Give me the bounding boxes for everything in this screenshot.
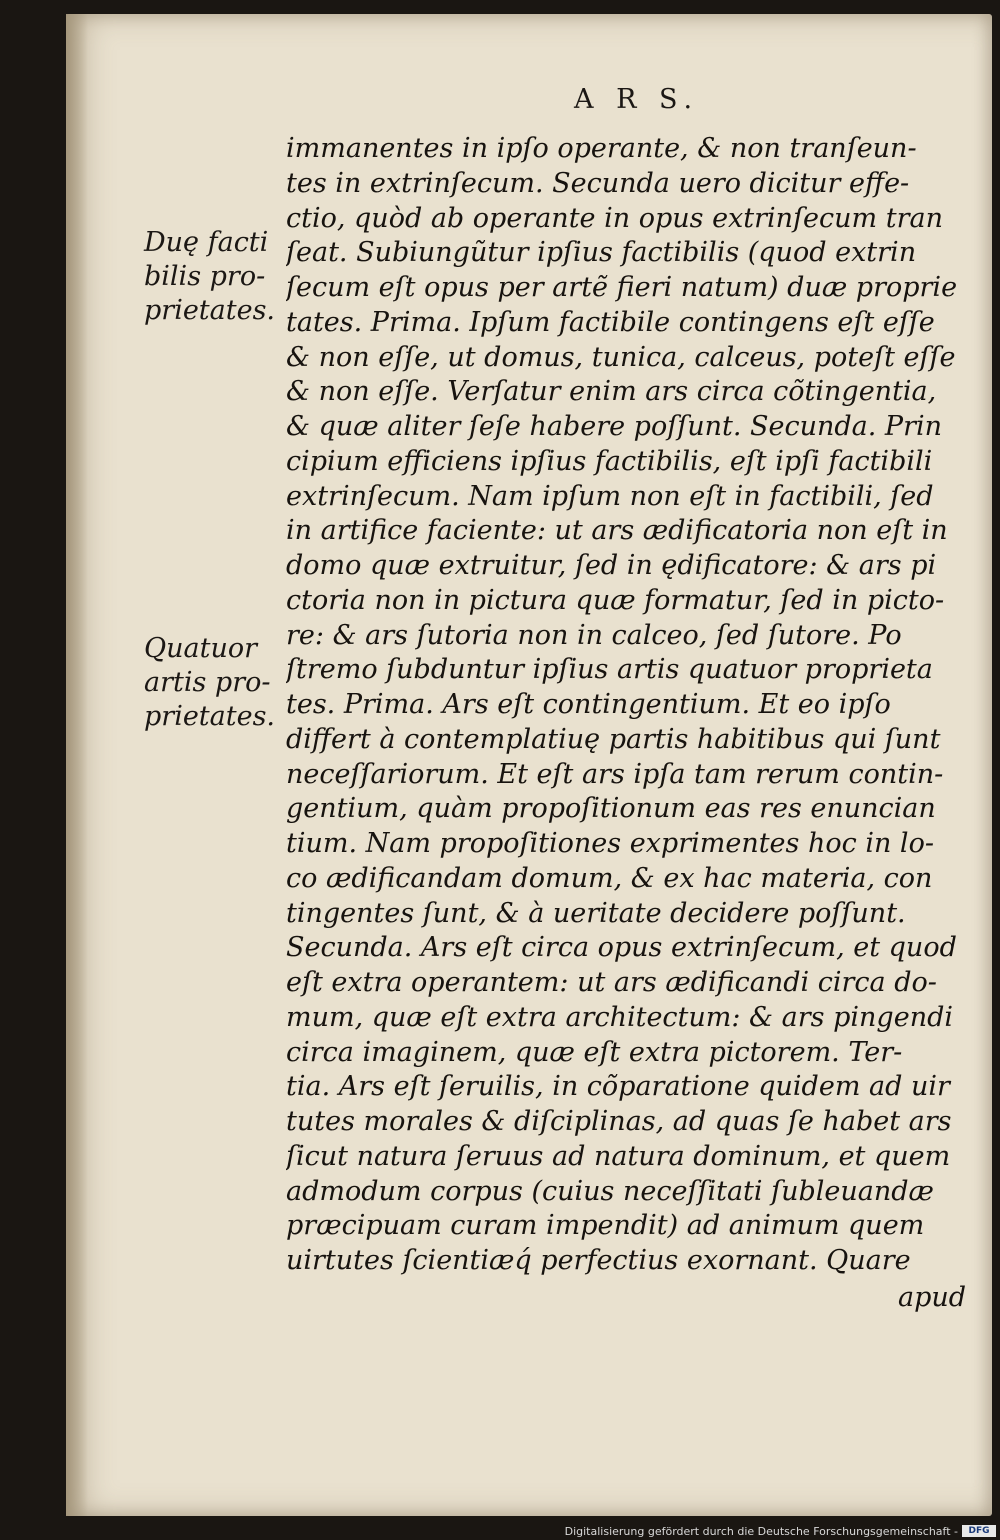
text-line: eſt extra operantem: ut ars ædificandi circa do- xyxy=(286,967,937,998)
text-line: Secunda. Ars eſt circa opus extrinſecum, et quod xyxy=(286,932,957,964)
text-line: & quæ aliter ſeſe habere poſſunt. Secunda. Prin xyxy=(286,411,943,442)
text-line: co ædificandam domum, & ex hac materia, con xyxy=(286,862,933,894)
dfg-logo: DFG xyxy=(962,1525,996,1537)
text-line: tium. Nam propoſitiones exprimentes hoc in lo- xyxy=(286,828,934,859)
text-line: & non eſſe. Verſatur enim ars circa cõtingentia, xyxy=(286,376,937,408)
text-line: præcipuam curam impendit) ad animum quem xyxy=(286,1210,925,1242)
text-line: cipium efficiens ipſius factibilis, eſt ipſi factibili xyxy=(286,445,933,477)
text-line: immanentes in ipſo operante, & non tranſeun- xyxy=(286,133,917,164)
text-line: ſecum eſt opus per artẽ fieri natum) duæ proprie xyxy=(286,272,958,303)
text-line: extrinſecum. Nam ipſum non eſt in factibili, ſed xyxy=(286,480,934,512)
text-line: uirtutes ſcientiæq́ perfectius exornant. Quare xyxy=(286,1245,911,1276)
text-line: & non eſſe, ut domus, tunica, calceus, poteſt eſſe xyxy=(286,341,956,373)
text-line: ſtremo ſubduntur ipſius artis quatuor proprieta xyxy=(286,654,933,686)
text-line: tutes morales & diſciplinas, ad quas ſe habet ars xyxy=(286,1106,952,1137)
text-line: admodum corpus (cuius neceſſitati ſubleuandæ xyxy=(286,1175,934,1207)
text-line: re: & ars ſutoria non in calceo, ſed ſutore. Po xyxy=(286,619,902,651)
text-line: tingentes ſunt, & à ueritate decidere poſſunt. xyxy=(286,897,906,929)
text-line: domo quæ extruitur, ſed in ędificatore: & ars pi xyxy=(286,550,937,581)
marginal-line: artis pro- xyxy=(144,667,271,698)
text-line: differt à contemplatiuę partis habitibus qui ſunt xyxy=(286,723,941,755)
text-line: ſicut natura ſeruus ad natura dominum, et quem xyxy=(286,1140,951,1172)
marginal-line: bilis pro- xyxy=(144,261,266,292)
marginal-line: Duę facti xyxy=(144,227,269,258)
text-line: tates. Prima. Ipſum factibile contingens eſt eſſe xyxy=(286,306,935,338)
text-line: mum, quæ eſt extra architectum: & ars pingendi xyxy=(286,1001,953,1033)
running-head: A R S. xyxy=(574,84,700,115)
text-line: tia. Ars eſt ſeruilis, in cõparatione quidem ad uir xyxy=(286,1071,950,1103)
text-line: ctoria non in pictura quæ formatur, ſed in picto- xyxy=(286,584,945,616)
text-line: ctio, quòd ab operante in opus extrinſecum tran xyxy=(286,202,943,234)
marginal-note-2 xyxy=(144,632,284,734)
digitization-credit: Digitalisierung gefördert durch die Deutsche Forschungsgemeinschaft - xyxy=(564,1525,958,1538)
marginal-line: prietates. xyxy=(144,295,276,326)
text-line: in artifice faciente: ut ars ædificatoria non eſt in xyxy=(286,515,948,547)
marginal-note-1 xyxy=(144,226,284,328)
text-line: gentium, quàm propoſitionum eas res enuncian xyxy=(286,793,936,825)
text-line: tes in extrinſecum. Secunda uero dicitur effe- xyxy=(286,167,910,199)
text-line: ſeat. Subiungũtur ipſius factibilis (quod extrin xyxy=(286,237,917,269)
catchword: apud xyxy=(898,1282,967,1313)
marginal-line: Quatuor xyxy=(144,633,258,664)
text-line: circa imaginem, quæ eſt extra pictorem. Ter- xyxy=(286,1036,903,1068)
marginal-line: prietates. xyxy=(144,701,276,732)
text-line: neceſſariorum. Et eſt ars ipſa tam rerum contin- xyxy=(286,758,944,790)
text-line: tes. Prima. Ars eſt contingentium. Et eo ipſo xyxy=(286,689,891,720)
book-page xyxy=(66,14,992,1516)
main-text-block xyxy=(286,132,976,1279)
